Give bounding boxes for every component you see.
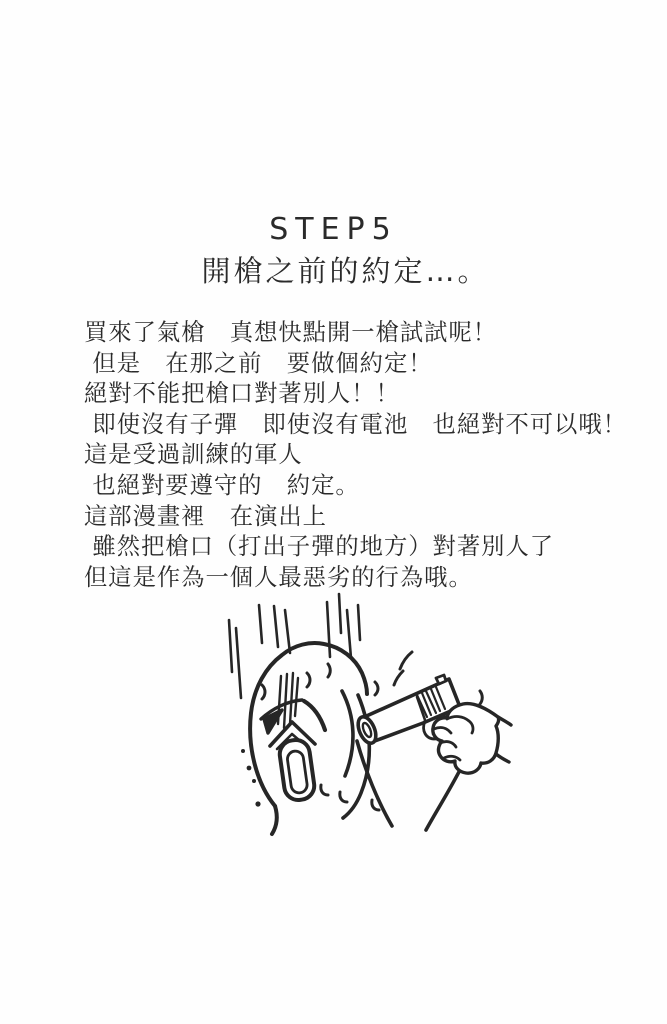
- text-line: 絕對不能把槍口對著別人！！: [84, 380, 400, 408]
- step-title: STEP5: [269, 212, 398, 247]
- scared-character-gunpoint-illustration: [185, 588, 515, 848]
- rear-sight: [436, 675, 446, 684]
- page-subtitle: 開槍之前的約定…。: [201, 254, 490, 288]
- mouth: [278, 738, 316, 802]
- cheek-lines: [342, 691, 369, 818]
- text-line: 這部漫畫裡 在演出上: [84, 502, 327, 530]
- text-line: 但是 在那之前 要做個約定！: [84, 349, 433, 377]
- text-line: 買來了氣槍 真想快點開一槍試試呢！: [84, 319, 498, 346]
- body-text-block: [84, 318, 647, 593]
- text-line: 這是受過訓練的軍人: [84, 441, 303, 469]
- text-line: 也絕對要遵守的 約定。: [84, 471, 360, 499]
- text-line: 雖然把槍口（打出子彈的地方）對著別人了: [84, 533, 555, 561]
- wrist-line: [496, 754, 509, 762]
- right-eye: [304, 701, 325, 730]
- text-line: 即使沒有子彈 即使沒有電池 也絕對不可以哦！: [84, 410, 627, 438]
- text-line: 但這是作為一個人最惡劣的行為哦。: [84, 563, 473, 591]
